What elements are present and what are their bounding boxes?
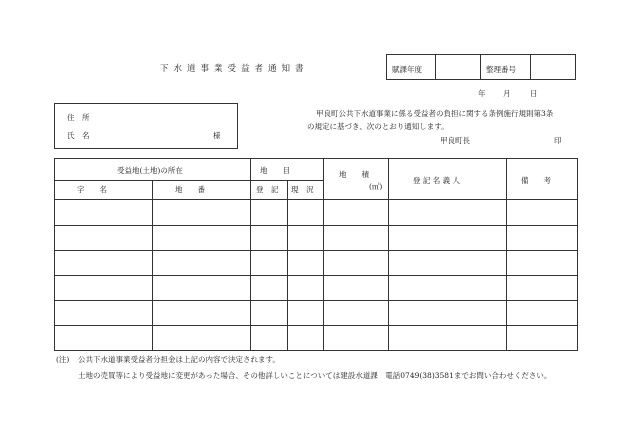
reference-number-label: 整理番号 bbox=[486, 65, 516, 74]
seal-mark: 印 bbox=[554, 136, 562, 145]
header-registered-category: 登 記 bbox=[256, 185, 279, 194]
header-registered-owner: 登 記 名 義 人 bbox=[413, 176, 461, 185]
col-line bbox=[388, 159, 389, 350]
document-title: 下水道事業受益者通知書 bbox=[160, 64, 309, 74]
col-line bbox=[250, 159, 251, 350]
fiscal-year-label: 賦課年度 bbox=[392, 65, 422, 74]
row-line bbox=[55, 225, 577, 226]
footnote-mark: (注) bbox=[56, 355, 70, 364]
header-lot-number: 地 番 bbox=[175, 185, 205, 194]
reference-number-label-cell bbox=[481, 55, 531, 79]
honorific: 様 bbox=[213, 131, 221, 140]
address-label: 住 所 bbox=[67, 113, 90, 122]
reference-number-value-field[interactable] bbox=[531, 55, 575, 79]
col-line bbox=[287, 180, 288, 350]
row-line bbox=[55, 275, 577, 276]
header-remarks: 備 考 bbox=[521, 176, 551, 185]
date-year: 年 bbox=[478, 89, 486, 98]
col-line bbox=[152, 180, 153, 350]
col-line bbox=[506, 159, 507, 350]
col-line bbox=[323, 159, 324, 350]
footnote-line-2: 土地の売買等により受益地に変更があった場合、その他詳しいことについては建設水道課 電話0749(38)3581までお問い合わせください。 bbox=[78, 371, 552, 380]
header-area-unit: (㎡) bbox=[369, 182, 383, 191]
date-month: 月 bbox=[503, 89, 511, 98]
header-divider bbox=[55, 180, 323, 181]
name-label: 氏 名 bbox=[67, 131, 90, 140]
row-line bbox=[55, 250, 577, 251]
header-land-category: 地 目 bbox=[260, 166, 290, 175]
recipient-box bbox=[54, 103, 238, 149]
row-line bbox=[55, 300, 577, 301]
row-line bbox=[55, 325, 577, 326]
fiscal-year-reference-box bbox=[386, 54, 576, 80]
notice-line-1: 甲良町公共下水道事業に係る受益者の負担に関する条例施行規則第3条 bbox=[316, 109, 554, 118]
fiscal-year-label-cell bbox=[387, 55, 436, 79]
date-day: 日 bbox=[530, 89, 538, 98]
footnote-line-1: 公共下水道事業受益者分担金は上記の内容で決定されます。 bbox=[78, 355, 280, 364]
notice-line-2: の規定に基づき、次のとおり通知します。 bbox=[307, 122, 449, 131]
header-land-location: 受益地(土地)の所在 bbox=[117, 166, 183, 175]
issuer-name: 甲良町長 bbox=[440, 136, 470, 145]
header-bottom-line bbox=[55, 199, 577, 200]
header-aza-name: 字 名 bbox=[77, 185, 107, 194]
header-area: 地 積 bbox=[339, 170, 369, 179]
fiscal-year-value-field[interactable] bbox=[436, 55, 481, 79]
land-table bbox=[54, 158, 578, 351]
header-current-category: 現 況 bbox=[291, 185, 314, 194]
